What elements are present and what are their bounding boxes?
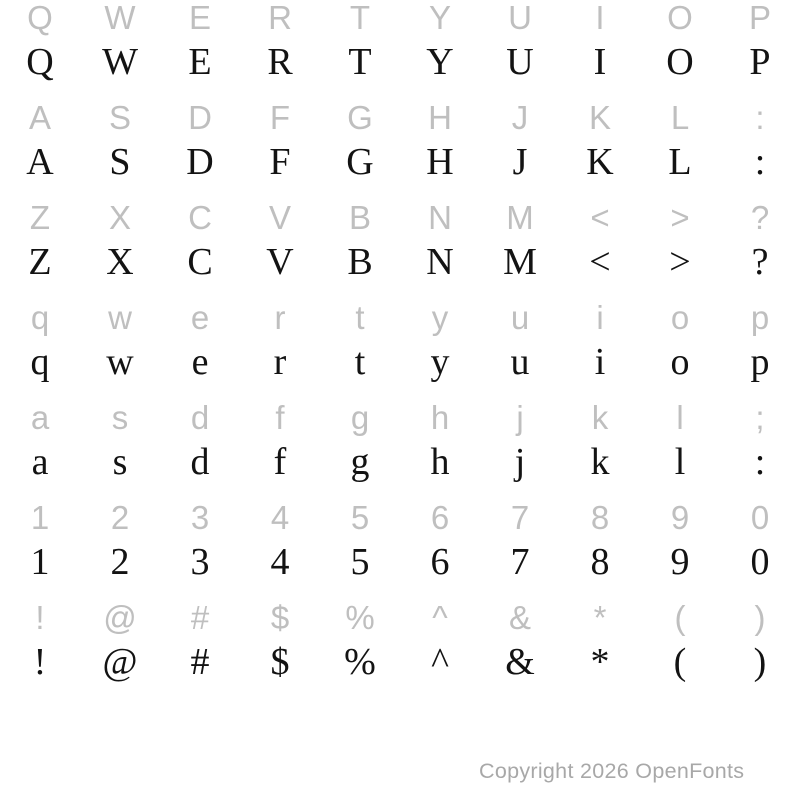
keyboard-glyph: a <box>30 399 50 436</box>
preview-glyph: R <box>267 41 293 83</box>
preview-glyph: > <box>669 241 691 283</box>
keyboard-glyph: < <box>590 199 610 236</box>
keyboard-glyph: 7 <box>510 499 530 536</box>
keyboard-glyph: > <box>670 199 690 236</box>
keyboard-glyph: F <box>269 99 291 136</box>
preview-glyph: # <box>190 641 210 683</box>
keyboard-glyph: k <box>591 399 609 436</box>
keyboard-glyph: $ <box>270 599 290 636</box>
preview-glyph: s <box>112 441 128 483</box>
preview-glyph: Y <box>426 41 454 83</box>
preview-glyph: 1 <box>30 541 50 583</box>
preview-glyph: ) <box>753 641 767 683</box>
preview-glyph: O <box>666 41 694 83</box>
preview-glyph: 9 <box>670 541 690 583</box>
preview-glyph: @ <box>102 641 138 683</box>
preview-glyph: A <box>26 141 54 183</box>
keyboard-glyph: 6 <box>430 499 450 536</box>
preview-glyph: Q <box>26 41 54 83</box>
keyboard-glyph: 4 <box>270 499 290 536</box>
preview-glyph: 0 <box>750 541 770 583</box>
preview-glyph: F <box>269 141 291 183</box>
keyboard-glyph: i <box>596 299 604 336</box>
preview-glyph: X <box>106 241 134 283</box>
preview-glyph: 4 <box>270 541 290 583</box>
keyboard-glyph: 5 <box>350 499 370 536</box>
keyboard-glyph: P <box>748 0 771 36</box>
preview-glyph: < <box>589 241 611 283</box>
keyboard-glyph: ^ <box>432 599 448 636</box>
preview-glyph: f <box>273 441 287 483</box>
keyboard-glyph: j <box>516 399 524 436</box>
uppercase-top-row-keyboard <box>0 0 800 36</box>
preview-glyph: : <box>754 141 766 183</box>
keyboard-glyph: g <box>350 399 370 436</box>
lowercase-home-row-preview <box>0 440 800 484</box>
keyboard-glyph: % <box>345 599 375 636</box>
preview-glyph: S <box>109 141 131 183</box>
keyboard-glyph: p <box>750 299 770 336</box>
preview-glyph: Z <box>28 241 52 283</box>
preview-glyph: G <box>346 141 374 183</box>
preview-glyph: U <box>506 41 534 83</box>
preview-glyph: J <box>512 141 528 183</box>
preview-glyph: w <box>106 341 134 383</box>
preview-glyph: L <box>668 141 692 183</box>
keyboard-glyph: O <box>667 0 693 36</box>
preview-glyph: % <box>344 641 376 683</box>
preview-glyph: 8 <box>590 541 610 583</box>
preview-glyph: T <box>348 41 372 83</box>
preview-glyph: P <box>749 41 771 83</box>
preview-glyph: ! <box>33 641 47 683</box>
preview-glyph: 7 <box>510 541 530 583</box>
keyboard-glyph: ( <box>674 599 686 636</box>
preview-glyph: C <box>187 241 213 283</box>
preview-glyph: p <box>750 341 770 383</box>
keyboard-glyph: S <box>108 99 131 136</box>
keyboard-glyph: # <box>190 599 210 636</box>
keyboard-glyph: 1 <box>30 499 50 536</box>
preview-glyph: ? <box>751 241 769 283</box>
preview-glyph: H <box>426 141 454 183</box>
preview-glyph: $ <box>270 641 290 683</box>
preview-glyph: M <box>503 241 537 283</box>
preview-glyph: r <box>273 341 287 383</box>
keyboard-glyph: q <box>30 299 50 336</box>
preview-glyph: ( <box>673 641 687 683</box>
preview-glyph: B <box>347 241 373 283</box>
keyboard-glyph: I <box>595 0 605 36</box>
digits-row-keyboard <box>0 500 800 536</box>
preview-glyph: j <box>514 441 526 483</box>
keyboard-glyph: V <box>268 199 291 236</box>
preview-glyph: K <box>586 141 614 183</box>
preview-glyph: a <box>31 441 49 483</box>
keyboard-glyph: 8 <box>590 499 610 536</box>
uppercase-home-row-preview <box>0 140 800 184</box>
uppercase-bottom-row-keyboard <box>0 200 800 236</box>
keyboard-glyph: J <box>511 99 529 136</box>
preview-glyph: o <box>670 341 690 383</box>
preview-glyph: q <box>30 341 50 383</box>
preview-glyph: W <box>102 41 138 83</box>
keyboard-glyph: A <box>28 99 51 136</box>
lowercase-top-row-keyboard <box>0 300 800 336</box>
keyboard-glyph: u <box>510 299 530 336</box>
keyboard-glyph: ! <box>35 599 45 636</box>
symbols-row-preview <box>0 640 800 684</box>
keyboard-glyph: h <box>430 399 450 436</box>
preview-glyph: & <box>505 641 535 683</box>
preview-glyph: u <box>510 341 530 383</box>
symbols-row-keyboard <box>0 600 800 636</box>
keyboard-glyph: : <box>755 99 765 136</box>
keyboard-glyph: 2 <box>110 499 130 536</box>
keyboard-glyph: W <box>104 0 136 36</box>
keyboard-glyph: d <box>190 399 210 436</box>
preview-glyph: d <box>190 441 210 483</box>
keyboard-glyph: C <box>188 199 212 236</box>
keyboard-glyph: t <box>355 299 365 336</box>
preview-glyph: 3 <box>190 541 210 583</box>
keyboard-glyph: @ <box>103 599 137 636</box>
keyboard-glyph: D <box>188 99 212 136</box>
preview-glyph: l <box>674 441 686 483</box>
keyboard-glyph: R <box>268 0 292 36</box>
keyboard-glyph: r <box>274 299 286 336</box>
preview-glyph: 2 <box>110 541 130 583</box>
keyboard-glyph: Y <box>428 0 451 36</box>
preview-glyph: D <box>186 141 214 183</box>
keyboard-glyph: H <box>428 99 452 136</box>
digits-row-preview <box>0 540 800 584</box>
keyboard-glyph: s <box>111 399 129 436</box>
preview-glyph: : <box>754 441 766 483</box>
keyboard-glyph: l <box>676 399 684 436</box>
preview-glyph: t <box>354 341 366 383</box>
uppercase-top-row-preview <box>0 40 800 84</box>
keyboard-glyph: T <box>349 0 371 36</box>
preview-glyph: N <box>426 241 454 283</box>
keyboard-glyph: w <box>108 299 132 336</box>
keyboard-glyph: B <box>348 199 371 236</box>
keyboard-glyph: Q <box>27 0 53 36</box>
preview-glyph: E <box>188 41 212 83</box>
preview-glyph: e <box>191 341 209 383</box>
keyboard-glyph: 3 <box>190 499 210 536</box>
preview-glyph: 5 <box>350 541 370 583</box>
preview-glyph: ^ <box>431 641 449 683</box>
preview-glyph: g <box>350 441 370 483</box>
keyboard-glyph: U <box>508 0 532 36</box>
keyboard-glyph: 0 <box>750 499 770 536</box>
keyboard-glyph: E <box>188 0 211 36</box>
uppercase-bottom-row-preview <box>0 240 800 284</box>
keyboard-glyph: G <box>347 99 373 136</box>
keyboard-glyph: K <box>588 99 611 136</box>
keyboard-glyph: e <box>190 299 210 336</box>
keyboard-glyph: * <box>593 599 607 636</box>
copyright-text: Copyright 2026 OpenFonts <box>479 759 745 783</box>
preview-glyph: V <box>266 241 294 283</box>
keyboard-glyph: Z <box>29 199 51 236</box>
keyboard-glyph: N <box>428 199 452 236</box>
preview-glyph: y <box>430 341 450 383</box>
lowercase-top-row-preview <box>0 340 800 384</box>
keyboard-glyph: f <box>275 399 285 436</box>
preview-glyph: k <box>590 441 610 483</box>
preview-glyph: i <box>594 341 606 383</box>
preview-glyph: h <box>430 441 450 483</box>
keyboard-glyph: M <box>506 199 534 236</box>
keyboard-glyph: ) <box>754 599 766 636</box>
preview-glyph: * <box>590 641 610 683</box>
lowercase-home-row-keyboard <box>0 400 800 436</box>
keyboard-glyph: L <box>670 99 690 136</box>
keyboard-glyph: X <box>108 199 131 236</box>
keyboard-glyph: y <box>431 299 449 336</box>
keyboard-glyph: o <box>670 299 690 336</box>
keyboard-glyph: & <box>508 599 531 636</box>
keyboard-glyph: ? <box>750 199 770 236</box>
preview-glyph: I <box>593 41 607 83</box>
keyboard-glyph: 9 <box>670 499 690 536</box>
preview-glyph: 6 <box>430 541 450 583</box>
uppercase-home-row-keyboard <box>0 100 800 136</box>
keyboard-glyph: ; <box>755 399 765 436</box>
